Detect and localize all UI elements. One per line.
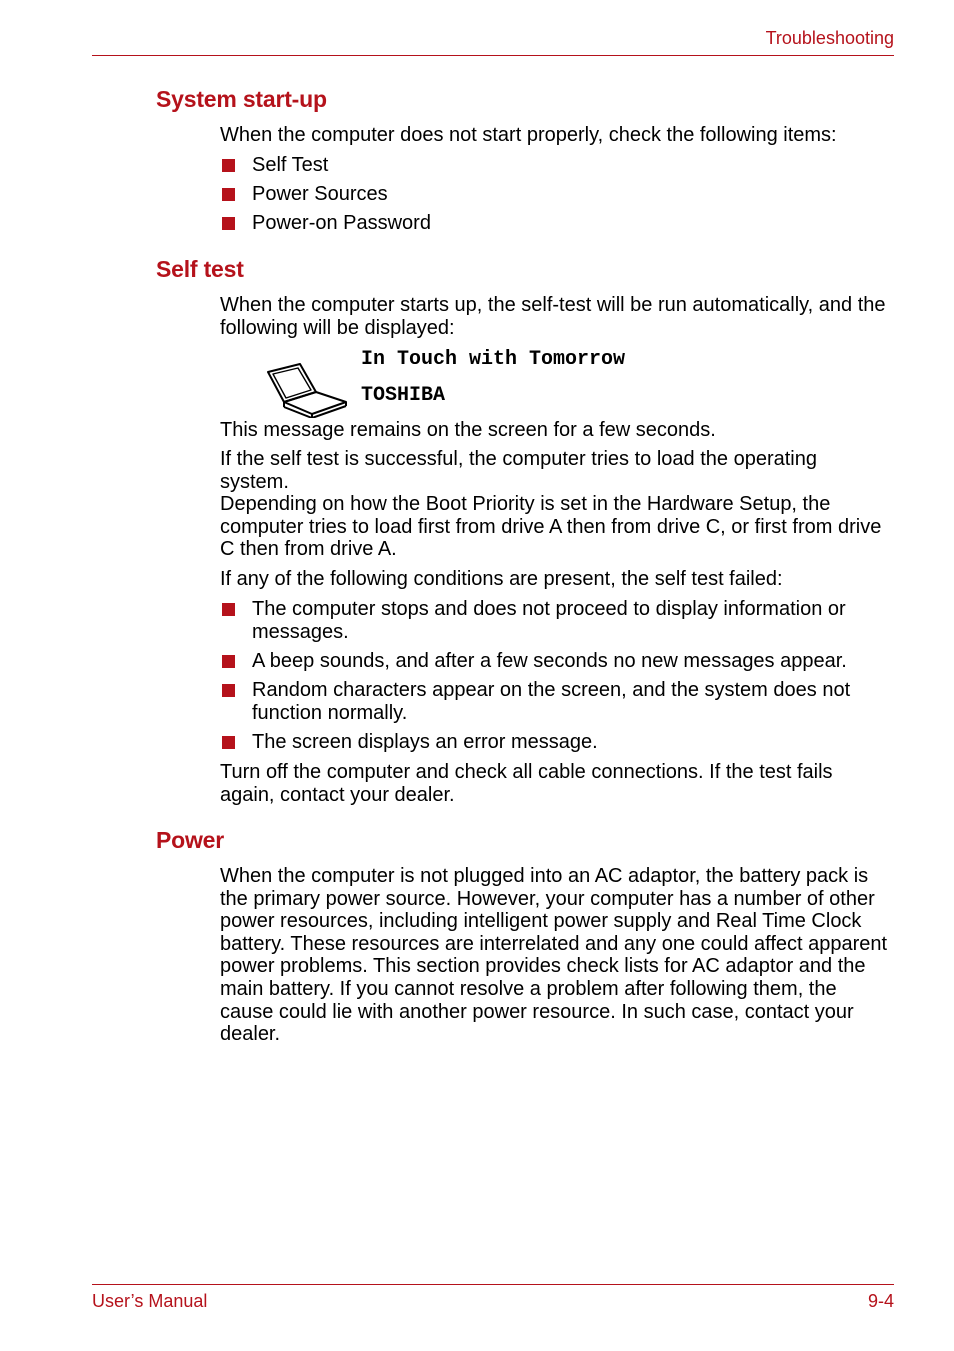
square-bullet-icon [222, 736, 235, 749]
running-header: Troubleshooting [765, 28, 894, 48]
heading-power: Power [156, 827, 225, 853]
square-bullet-icon [222, 655, 235, 668]
boot-message-brand: TOSHIBA [361, 384, 446, 407]
boot-message-tagline: In Touch with Tomorrow [361, 348, 626, 371]
square-bullet-icon [222, 188, 235, 201]
square-bullet-icon [222, 217, 235, 230]
startup-intro: When the computer does not start properly, check the following items: [220, 124, 837, 146]
footer-rule [92, 1284, 894, 1285]
square-bullet-icon [222, 603, 235, 616]
heading-self-test: Self test [156, 256, 244, 282]
page-number: 9-4 [867, 1291, 894, 1311]
selftest-intro: When the computer starts up, the self-test will be run automatically, and the following will be displayed: [220, 294, 886, 339]
selftest-p2: If the self test is successful, the computer tries to load the operating system. Depending on how the Boot Priority is set in the Hardware Setup, the computer tries to load first from drive A then from drive C, or first from drive C then from drive A. [220, 448, 882, 561]
heading-system-startup: System start-up [156, 86, 327, 112]
square-bullet-icon [222, 159, 235, 172]
square-bullet-icon [222, 684, 235, 697]
power-paragraph: When the computer is not plugged into an AC adaptor, the battery pack is the primary power source. However, your computer has a number of other power resources, including intelligent power supply and Real Time Clock battery. These resources are interrelated and any one could affect apparent power problems. This section provides check lists for AC adaptor and the main battery. If you cannot resolve a problem after following them, the cause could lie with another power resource. In such case, contact your dealer. [220, 865, 888, 1046]
header-rule [92, 55, 894, 56]
footer-manual-title: User’s Manual [92, 1291, 208, 1311]
selftest-p5: Turn off the computer and check all cable connections. If the test fails again, contact your dealer. [220, 761, 833, 806]
laptop-icon [266, 362, 348, 418]
selftest-p4: If any of the following conditions are present, the self test failed: [220, 568, 783, 590]
selftest-p1: This message remains on the screen for a few seconds. [220, 419, 716, 441]
